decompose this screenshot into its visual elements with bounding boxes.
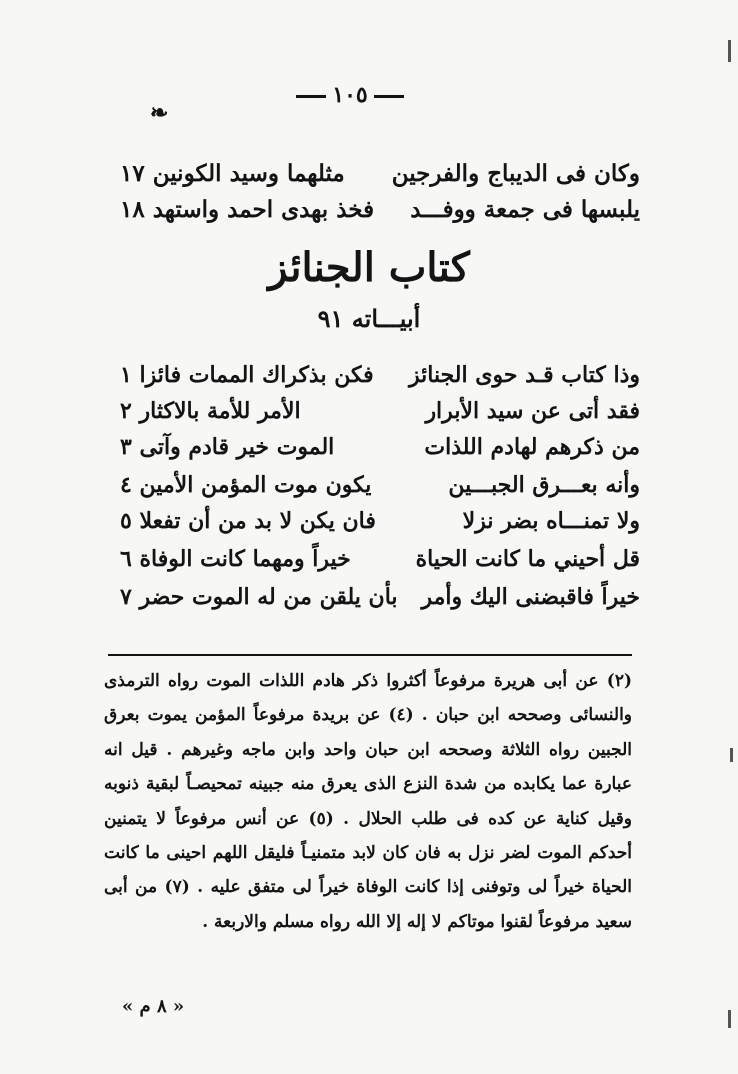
- verse-second-text: فان يكن لا بد من أن تفعلا: [139, 508, 376, 534]
- verse-second-hemistich: [120, 362, 374, 388]
- verse-number: ٥: [120, 508, 132, 534]
- verse-first-hemistich: ولا تمنـــاه بضر نزلا: [462, 508, 640, 534]
- verse-first-hemistich: يلبسها فى جمعة ووفـــد: [410, 196, 640, 223]
- footnote-line: الحياة خيراً لى وتوفنى إذا كانت الوفاة خيراً لى متفق عليه . (٧) من أبى: [104, 877, 632, 898]
- verse-second-text: مثلهما وسيد الكونين: [152, 160, 345, 187]
- footnote-line: (٢) عن أبى هريرة مرفوعاً أكثروا ذكر هادم اللذات الموت رواه الترمذى: [104, 671, 632, 691]
- page-number-dash-left: [296, 95, 326, 98]
- verse-number: ١٧: [120, 160, 145, 187]
- verse-second-text: فخذ بهدى احمد واستهد: [152, 196, 375, 223]
- verse-line: [120, 196, 640, 232]
- footnote-line: وقيل كناية عن كده فى طلب الحلال . (٥) عن أنس مرفوعاً لا يتمنين: [104, 808, 632, 829]
- verse-number: ٢: [120, 398, 132, 424]
- verse-second-hemistich: [120, 584, 398, 610]
- footnote-line: أحدكم الموت لضر نزل به فان كان لابد متمنيـاً فليقل اللهم احينى ما كانت: [104, 842, 632, 863]
- verse-first-hemistich: وكان فى الديباج والفرجين: [391, 160, 640, 187]
- verse-line: [120, 362, 640, 398]
- verse-first-hemistich: خيراً فاقبضنى اليك وأمر: [421, 584, 640, 610]
- verse-line: [120, 508, 640, 544]
- verse-first-hemistich: قل أحيني ما كانت الحياة: [415, 546, 640, 572]
- verse-second-hemistich: [120, 434, 334, 460]
- verse-number: ٣: [120, 434, 132, 460]
- verse-line: [120, 472, 640, 508]
- verse-line: [120, 584, 640, 620]
- verse-second-text: خيراً ومهما كانت الوفاة: [139, 546, 351, 572]
- verse-second-hemistich: [120, 508, 376, 534]
- page-edge-mark: [730, 748, 733, 762]
- ornament-icon: ❧: [150, 100, 169, 126]
- section-title: كتاب الجنائز: [268, 244, 470, 291]
- footnote-line: والنسائى وصححه ابن حبان . (٤) عن بريدة مرفوعاً المؤمن يموت بعرق: [104, 705, 632, 726]
- page-edge-mark: [728, 1010, 731, 1028]
- verse-first-hemistich: فقد أتى عن سيد الأبرار: [425, 398, 640, 424]
- verse-line: [120, 546, 640, 582]
- verse-number: ١: [120, 362, 132, 388]
- verse-second-hemistich: [120, 472, 371, 498]
- page-number-dash-right: [374, 95, 404, 98]
- verse-second-hemistich: [120, 398, 301, 424]
- footnote-line: سعيد مرفوعاً لقنوا موتاكم لا إله إلا الله رواه مسلم والاربعة .: [202, 911, 632, 932]
- verse-second-text: الموت خير قادم وآتى: [139, 434, 335, 460]
- footnote-line: عبارة عما يكابده من شدة النزع الذى يعرق منه جبينه تمحيصـاً لبقية ذنوبه: [104, 774, 632, 795]
- page-number-text: ١٠٥: [332, 82, 368, 108]
- section-subtitle: أبيـــاته ٩١: [317, 304, 421, 333]
- verse-line: [120, 434, 640, 470]
- footnote-line: الجبين رواه الثلاثة وصححه ابن حبان واحد وابن ماجه وغيرهم . قيل انه: [104, 739, 632, 760]
- signature-mark: « ٨ م »: [122, 996, 185, 1017]
- verse-second-text: يكون موت المؤمن الأمين: [139, 472, 372, 498]
- page-number: [0, 82, 700, 108]
- footnotes: [104, 664, 632, 939]
- verse-number: ١٨: [120, 196, 145, 223]
- verse-number: ٧: [120, 584, 132, 610]
- verse-first-hemistich: وذا كتاب قـد حوى الجنائز: [408, 362, 640, 388]
- footnote-divider: [108, 654, 632, 656]
- verse-line: [120, 398, 640, 434]
- verse-first-hemistich: من ذكرهم لهادم اللذات: [424, 434, 640, 460]
- verse-second-hemistich: [120, 546, 351, 572]
- verse-second-hemistich: [120, 196, 374, 223]
- verse-second-hemistich: [120, 160, 345, 187]
- verse-number: ٤: [120, 472, 132, 498]
- verse-second-text: بأن يلقن من له الموت حضر: [139, 584, 398, 610]
- verse-second-text: الأمر للأمة بالاكثار: [139, 398, 301, 424]
- verse-line: [120, 160, 640, 196]
- verse-first-hemistich: وأنه بعـــرق الجبـــين: [448, 472, 640, 498]
- page-edge-mark: [728, 40, 731, 62]
- verse-second-text: فكن بذكراك الممات فائزا: [139, 362, 374, 388]
- verse-number: ٦: [120, 546, 132, 572]
